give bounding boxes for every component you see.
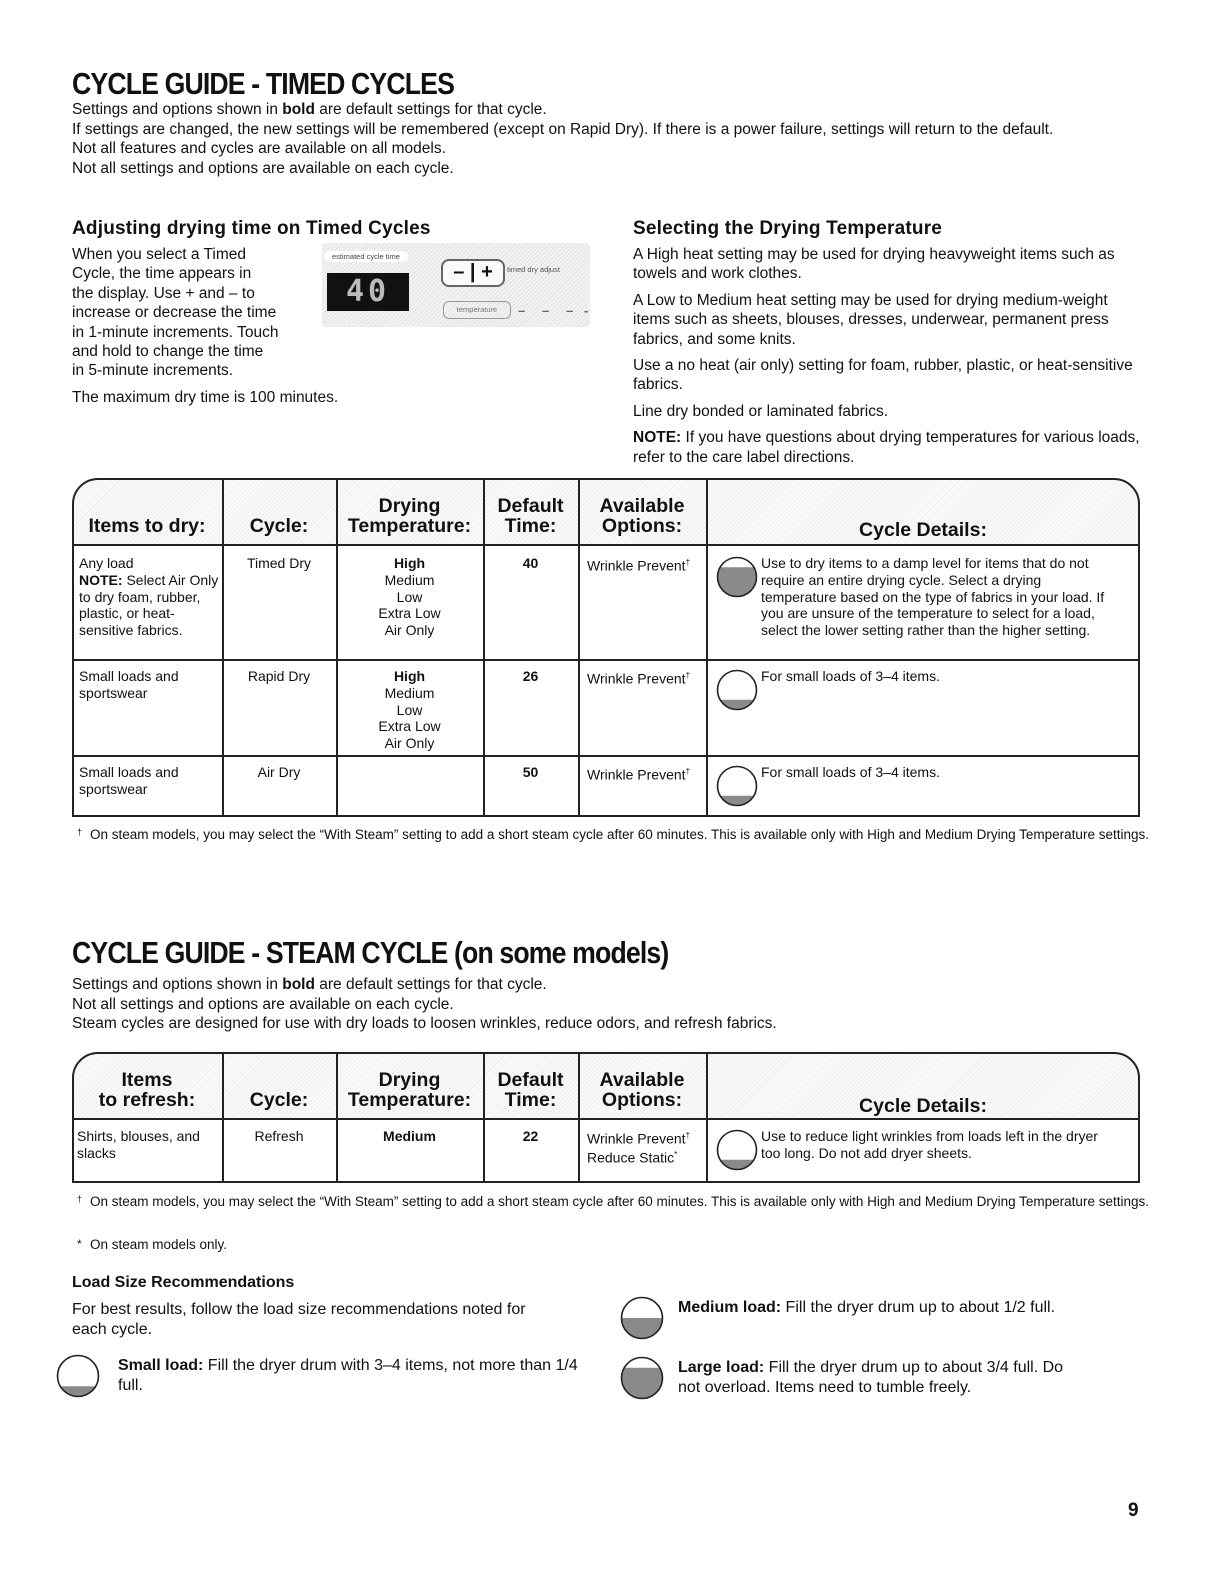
adjust-text: When you select a Timed Cycle, the time appears in the display. Use + and – to increase or decrease the time in 1-minute increments. Touch and hold to change the time in 5-minute increments. The maximum dry time is 100 minutes. — [72, 246, 339, 406]
timed-dry-adjust-label: timed dry adjust — [507, 265, 560, 274]
table-row-3-cycle: Air Dry — [257, 764, 301, 780]
temp-indicator-1: – — [518, 303, 526, 318]
section-intro: Settings and options shown in bold are default settings for that cycle. Not all settings and options are available on each cycle. Steam cycles are designed for use with dry loads to loosen wrinkles, reduce odors, and refresh fabrics. — [72, 976, 777, 1033]
table-row-2-temps: High Medium Low Extra Low Air Only — [378, 668, 441, 752]
table-row-details: Use to reduce light wrinkles from loads left in the dryer too long. Do not add dryer sheets. — [761, 1128, 1098, 1161]
timed-cycles-table — [72, 478, 1140, 817]
header-default-time: Default Time: — [497, 495, 564, 537]
load-size-intro: For best results, follow the load size recommendations noted for each cycle. — [72, 1301, 526, 1338]
table-row-3-options: Wrinkle Prevent† — [587, 766, 691, 783]
header-items: Items to dry: — [88, 515, 206, 537]
temperature-text: A High heat setting may be used for drying heavyweight items such as towels and work clothes. A Low to Medium heat setting may be used for drying medium-weight items such as sheets, blouses, dresses, underwear, permanent press fabrics, and some knits. Use a no heat (air only) setting for foam, rubber, plastic, or heat-sensitive fabrics. Line dry bonded or laminated fabrics. NOTE: If you have questions about drying temperatures for various loads, refer to the care label directions. — [633, 246, 1140, 466]
footnote-steam-models: * On steam models only. — [77, 1237, 228, 1252]
table-row-1-temps: High Medium Low Extra Low Air Only — [378, 555, 441, 639]
large-load-icon — [620, 1356, 664, 1400]
temp-indicator-3: – — [566, 303, 574, 318]
table-row-items: Shirts, blouses, and slacks — [77, 1128, 200, 1161]
time-display: 40 — [327, 273, 409, 311]
temp-indicator-4: - — [584, 303, 589, 318]
table-row-cycle: Refresh — [254, 1128, 304, 1144]
section-intro: Settings and options shown in bold are default settings for that cycle. If settings are changed, the new settings will be remembered (except on Rapid Dry). If there is a power failure, settings will return to the default. Not all features and cycles are available on all models. Not all settings and options are available on each cycle. — [72, 101, 1054, 177]
table-row-3-details: For small loads of 3–4 items. — [761, 764, 940, 780]
section-title-steam-cycle: CYCLE GUIDE - STEAM CYCLE (on some models) — [72, 935, 669, 970]
temp-indicator-2: – — [542, 303, 550, 318]
table-row-1-items: Any load NOTE: Select Air Only to dry foam, rubber, plastic, or heat-sensitive fabrics. — [79, 555, 219, 639]
large-load-text: Large load: Fill the dryer drum up to about 3/4 full. Do not overload. Items need to tumble freely. — [678, 1359, 1064, 1396]
drum-fill-level — [620, 1368, 664, 1400]
header-default-time: Default Time: — [497, 1069, 564, 1111]
table-row-2-details: For small loads of 3–4 items. — [761, 668, 940, 684]
small-load-icon — [716, 1129, 758, 1171]
header-cycle: Cycle: — [249, 515, 309, 537]
drum-fill-level — [716, 567, 758, 598]
table-row-time: 22 — [522, 1128, 539, 1144]
footnote-timed: † On steam models, you may select the “With Steam” setting to add a short steam cycle after 60 minutes. This is available only with High and Medium Drying Temperature settings. — [77, 827, 1149, 842]
table-row-2-cycle: Rapid Dry — [247, 668, 311, 684]
small-load-icon — [716, 765, 758, 807]
header-available-options: Available Options: — [599, 495, 685, 537]
table-row-2-time: 26 — [522, 668, 539, 684]
medium-load-icon — [620, 1296, 664, 1340]
medium-load-text: Medium load: Fill the dryer drum up to about 1/2 full. — [678, 1299, 1056, 1316]
table-row-temp: Medium — [383, 1128, 436, 1144]
temperature-label: temperature — [443, 301, 511, 319]
table-row-2-options: Wrinkle Prevent† — [587, 670, 691, 687]
table-row-1-details: Use to dry items to a damp level for items that do not require an entire drying cycle. Select a drying temperature based on the type of fabrics in your load. If you are unsure of the temperature to select for a load, select the lower setting rather than the higher setting. — [761, 555, 1105, 639]
control-panel-illustration — [322, 243, 590, 327]
page-number: 9 — [1128, 1500, 1139, 1521]
footnote-steam: † On steam models, you may select the “With Steam” setting to add a short steam cycle after 60 minutes. This is available only with High and Medium Drying Temperature settings. — [77, 1194, 1149, 1209]
small-load-icon — [716, 669, 758, 711]
header-items: Items to refresh: — [98, 1069, 196, 1111]
small-load-text: Small load: Fill the dryer drum with 3–4 items, not more than 1/4 full. — [118, 1357, 578, 1394]
temperature-heading: Selecting the Drying Temperature — [633, 218, 943, 239]
table-row-options: Wrinkle Prevent† Reduce Static* — [587, 1130, 691, 1167]
header-cycle-details: Cycle Details: — [859, 1095, 987, 1117]
table-row-1-time: 40 — [522, 555, 539, 571]
estimated-cycle-time-label: estimated cycle time — [324, 251, 408, 262]
table-row-3-items: Small loads and sportswear — [79, 764, 179, 797]
header-available-options: Available Options: — [599, 1069, 685, 1111]
header-cycle: Cycle: — [249, 1089, 309, 1111]
steam-cycle-table — [72, 1052, 1140, 1183]
header-cycle-details: Cycle Details: — [859, 519, 987, 541]
small-load-icon — [56, 1354, 100, 1398]
load-size-heading: Load Size Recommendations — [72, 1274, 295, 1291]
table-row-3-time: 50 — [522, 764, 539, 780]
large-load-icon — [716, 556, 758, 598]
header-drying-temperature: Drying Temperature: — [347, 495, 472, 537]
header-drying-temperature: Drying Temperature: — [347, 1069, 472, 1111]
timed-dry-adjust-buttons: – | + — [441, 259, 505, 287]
drum-fill-level — [620, 1318, 664, 1340]
adjust-heading: Adjusting drying time on Timed Cycles — [72, 218, 431, 239]
table-row-2-items: Small loads and sportswear — [79, 668, 179, 701]
table-row-1-cycle: Timed Dry — [246, 555, 312, 571]
table-row-1-options: Wrinkle Prevent† — [587, 557, 691, 574]
section-title-timed-cycles: CYCLE GUIDE - TIMED CYCLES — [72, 66, 455, 101]
